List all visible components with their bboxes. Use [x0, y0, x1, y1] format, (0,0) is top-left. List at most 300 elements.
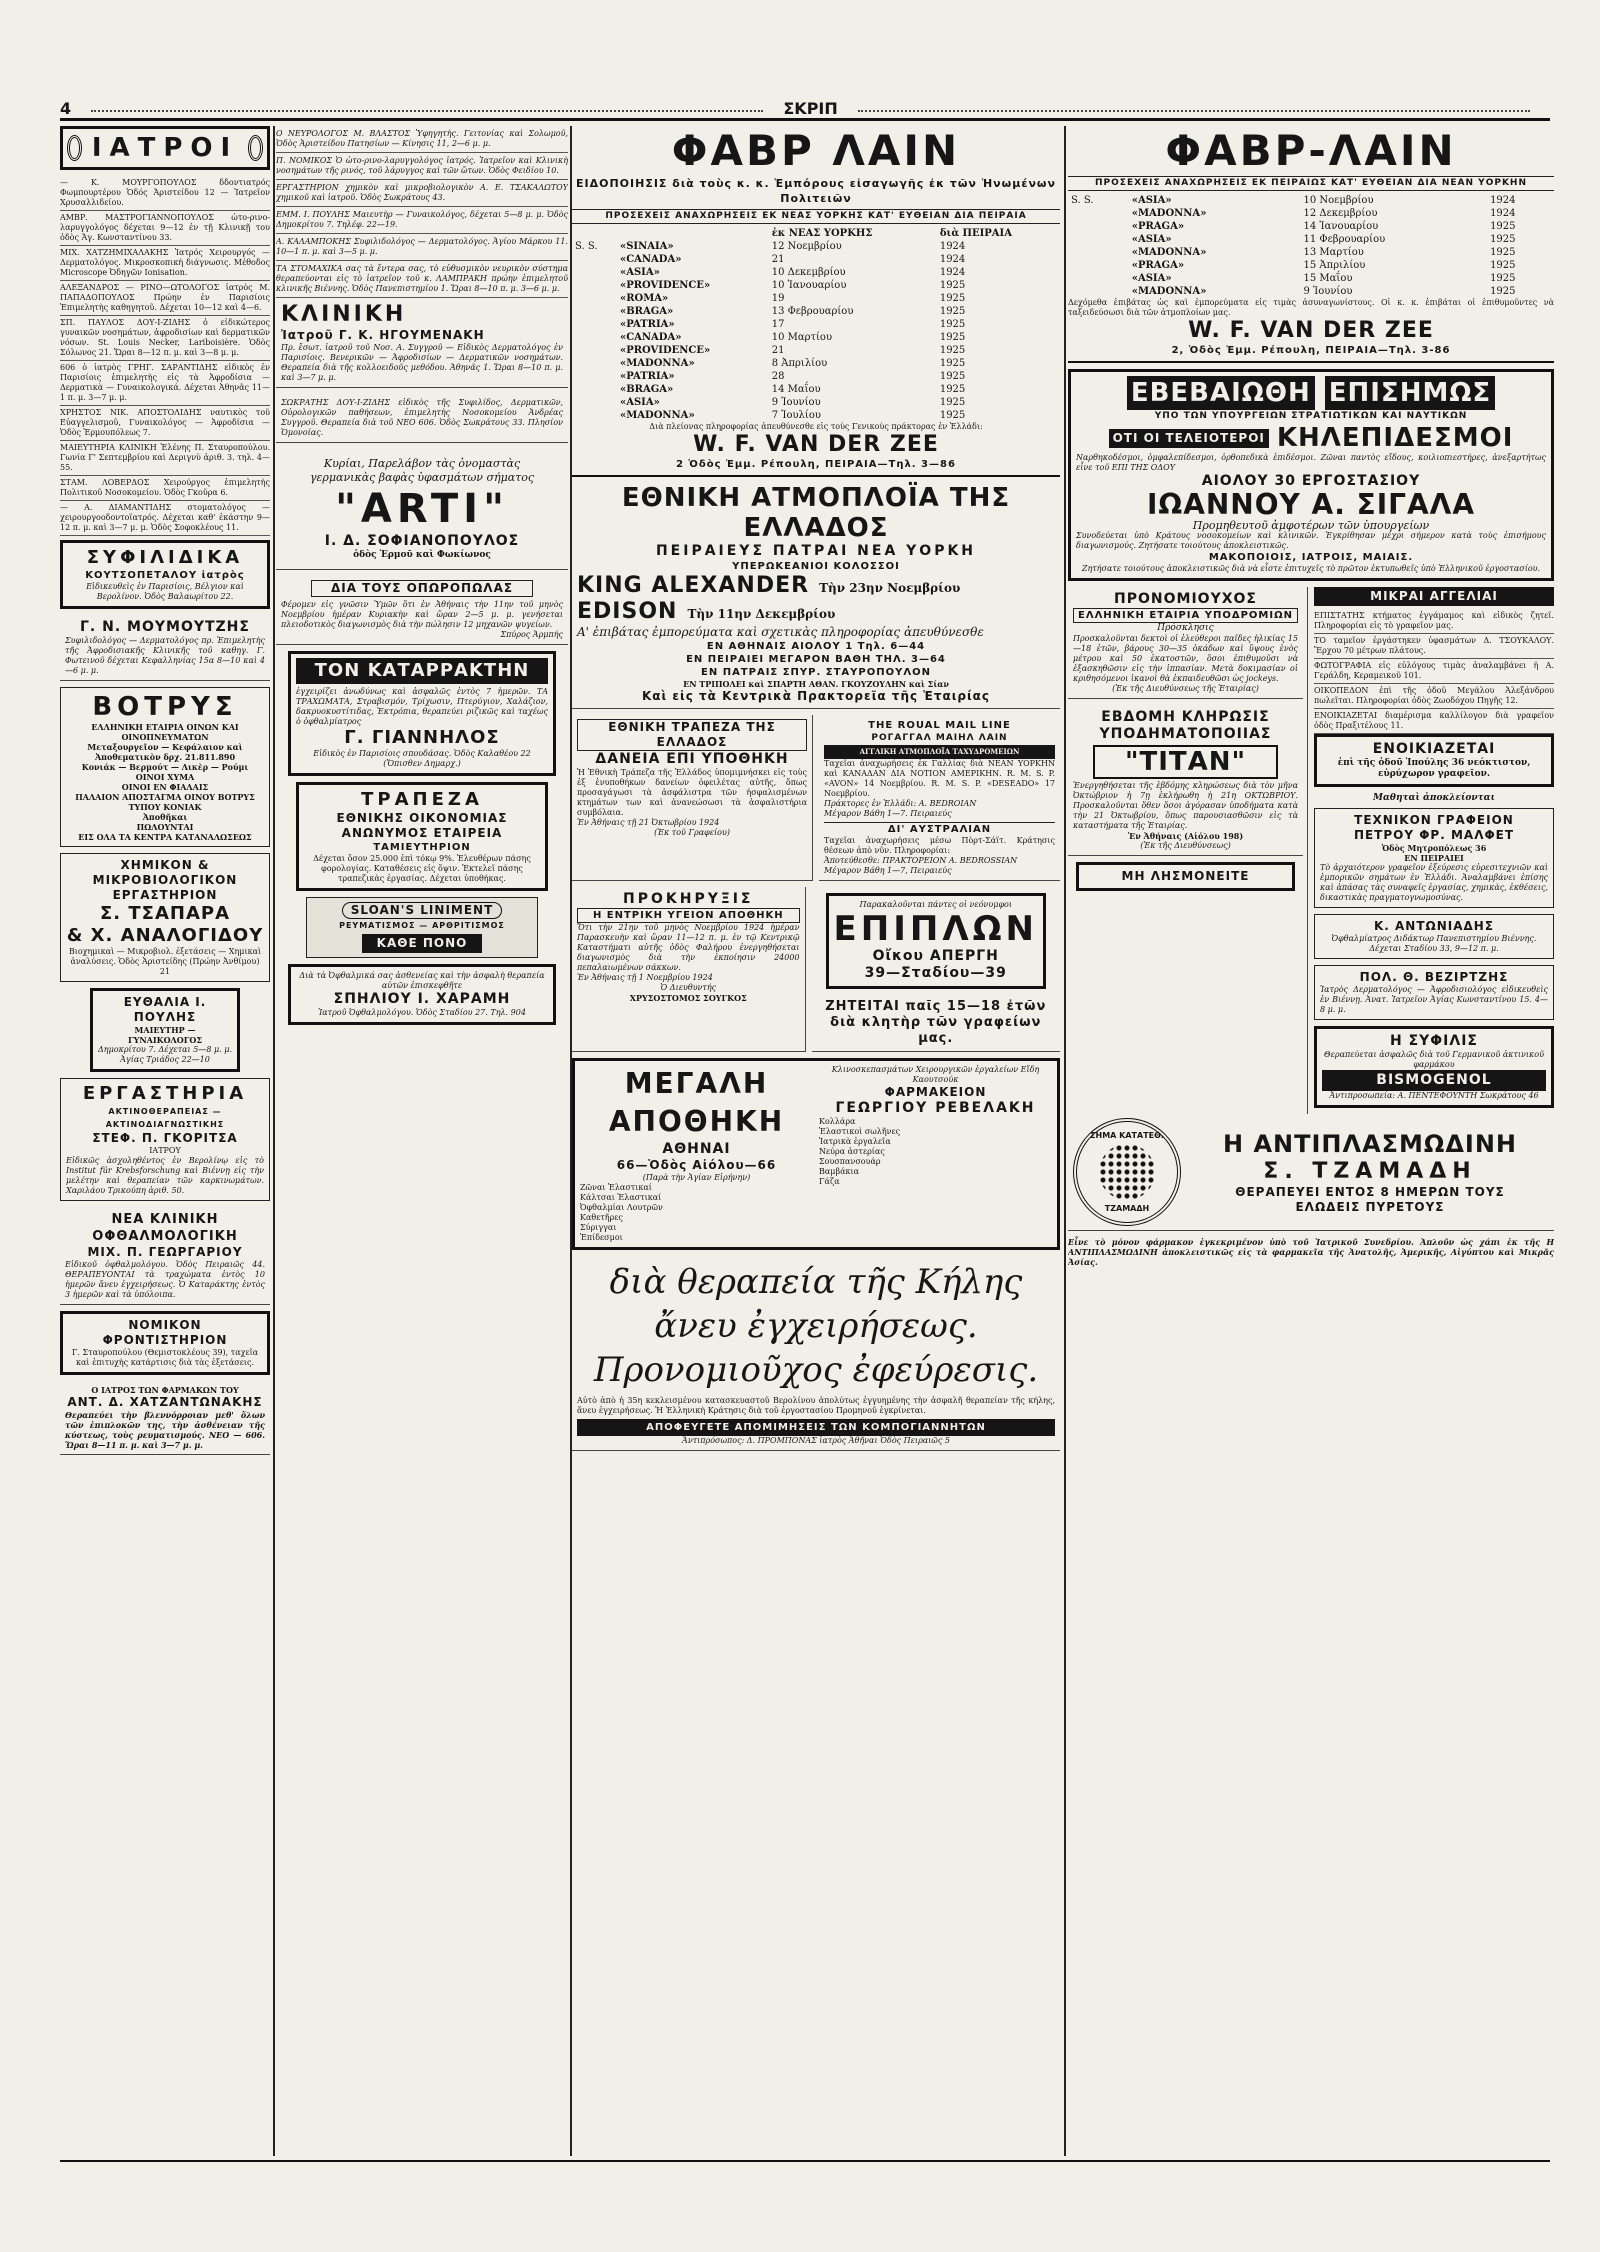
hernia-address: Ἀντιπρόσωπος: Δ. ΠΡΟΜΠΟΝΑΣ ἰατρὸς Ἀθῆναι Ὁδὸς Πειραιῶς 5 [682, 1436, 950, 1445]
optics-sub: Ἰατροῦ Ὀφθαλμολόγου. Ὁδὸς Σταδίου 27. Τηλ. 904 [318, 1008, 526, 1017]
fruit-sellers-title: ΔΙΑ ΤΟΥΣ ΟΠΩΡΟΠΩΛΑΣ [311, 580, 533, 597]
sailing-year: 1924 [1490, 208, 1516, 219]
fabre-info: Διὰ πλείονας πληροφορίας ἀπευθύνεσθε εἰς τοὺς Γενικοὺς πράκτορας ἐν Ἑλλάδι: [649, 422, 983, 431]
syph-text: Θεραπεύεται ἀσφαλῶς διὰ τοῦ Γερμανικοῦ ἀκτινικοῦ φαρμάκου [1324, 1050, 1544, 1069]
sigalas-footer-2: Ζητήσατε τοιούτους ἀποκλειστικῶς διὰ νὰ εἶστε ἐπιτυχεῖς τὸ πρῶτον ἐκτυπωθεῖς ὑπὸ Ἑλληνικοῦ ἐργοστασίου. [1081, 564, 1541, 573]
sailing-date: 28 [771, 371, 785, 382]
socrates-text: ΣΩΚΡΑΤΗΣ ΔΟΥ-Ι-ΖΙΔΗΣ εἰδικὸς τῆς Συφιλίδος, Δερματικῶν, Οὐρολογικῶν παθήσεων, ἐπιμελητὴς Νοσοκομείου Ἀνδρέας Συγγροῦ. Θεραπεία διὰ τοῦ NEO 606. Ὁδὸς Σωκράτους 33. Πλησίον Ὁμονοίας. [281, 398, 563, 437]
schedule-row [572, 240, 1060, 253]
proclamation-sub: Η ΕΝΤΡΙΚΗ ΥΓΕΙΟΝ ΑΠΟΘΗΚΗ [577, 908, 800, 923]
ship-prefix [572, 344, 617, 357]
proclamation-sign: ΧΡΥΣΟΣΤΟΜΟΣ ΣΟΥΓΚΟΣ [629, 993, 747, 1003]
hernia-text: Αὐτὸ ἀπὸ ἡ 35η κεκλεισμένου κατασκευαστοῦ Βερολίνου ἀπολύτως ἐγγυημένης τὴν ἀσφαλῆ θεραπείαν τῆς κήλης, ἄνευ ἐγχειρήσεως. Ἡ Ἑλληνικὴ Κράτησις διὰ τοῦ ἐργοστασίου Προμηνοῦ ἐγκρίνεται. [577, 1396, 1055, 1415]
ship-name: «ASIA» [1131, 273, 1172, 284]
votrys-line: ΟΙΝΟΙ ΧΥΜΑ [135, 772, 195, 782]
tech-office-sub: ΕΝ ΠΕΙΡΑΙΕΙ [1404, 853, 1464, 863]
doctor-notice: 606 ὁ ἰατρὸς ΓΡΗΓ. ΣΑΡΑΝΤΙΔΗΣ εἰδικὸς ἐν Παρισίοις ἐπιμελητὴς εἰς τὰ Ἀφροδίσια — Δερματικὰ — Γυναικολογικά. Δέχεται Ἀθηνᾶς 11—1 π. μ. 3—7 μ. μ. [60, 361, 270, 406]
shoe-label: ΕΒΔΟΜΗ ΚΛΗΡΩΣΙΣ [1101, 709, 1270, 725]
small-ad-item: ΕΝΟΙΚΙΑΖΕΤΑΙ διαμέρισμα καλλίλογον διὰ γραφεῖον ὁδὸς Πραξιτέλους 11. [1314, 709, 1554, 734]
xray-lab-role: ΙΑΤΡΟΥ [149, 1146, 181, 1155]
col2-notices [276, 126, 568, 298]
ship-prefix [572, 409, 617, 422]
sigalas-sub: ΥΠΟ ΤΩΝ ΥΠΟΥΡΓΕΙΩΝ ΣΤΡΑΤΙΩΤΙΚΩΝ ΚΑΙ ΝΑΥΤΙΚΩΝ [1154, 411, 1468, 421]
ship-prefix [572, 370, 617, 383]
shoe-title: ΥΠΟΔΗΜΑΤΟΠΟΙΙΑΣ [1099, 726, 1272, 742]
sigalas-header [1076, 376, 1546, 410]
ship-prefix [572, 266, 617, 279]
ship-name: «ASIA» [1131, 234, 1172, 245]
sailing-date: 14 Ἰανουαρίου [1303, 221, 1379, 232]
trusses-ad [1076, 862, 1295, 891]
royal-mail-ad [819, 715, 1060, 881]
schedule-row [572, 370, 1060, 383]
fruit-sellers-ad [276, 576, 568, 645]
page-bottom-rule [60, 2160, 1550, 2162]
wanted-ad [812, 995, 1060, 1052]
sailing-date: 12 Δεκεμβρίου [1303, 208, 1378, 219]
syph-brand: BISMOGENOL [1322, 1070, 1546, 1091]
national-line-ships-label: ΥΠΕΡΩΚΕΑΝΙΟΙ ΚΟΛΟΣΣΟΙ [732, 561, 900, 572]
votrys-ad [60, 687, 270, 847]
tech-office-address: Ὁδὸς Μητροπόλεως 36 [1381, 843, 1487, 853]
doctor-notice: ΧΡΗΣΤΟΣ ΝΙΚ. ΑΠΟΣΤΟΛΙΔΗΣ ναυτικὸς τοῦ Εὐαγγελισμοῦ, Γυναικολόγος — Ἀφροδίσια — Ὁδὸς Ἐρμουπόλεως 7. [60, 406, 270, 441]
eye-clinic-title: ΝΕΑ ΚΛΙΝΙΚΗ ΟΦΘΑΛΜΟΛΟΓΙΚΗ [92, 1212, 238, 1244]
sailing-year: 1924 [939, 267, 966, 278]
royal-mail-agent: Πράκτορες ἐν Ἑλλάδι: A. BEDROIAN [824, 799, 977, 808]
sailing-date: 10 Ἰανουαρίου [771, 280, 847, 291]
votrys-line: Ἀποθῆκαι [142, 812, 188, 822]
col2-notice: ΕΜΜ. Ι. ΠΟΥΛΗΣ Μαιευτὴρ — Γυναικολόγος, δέχεται 5—8 μ. μ. Ὁδὸς Δημοκρίτου 7. Τηλέφ. 22—19. [276, 207, 568, 234]
furniture-ad [826, 893, 1046, 989]
pharmacy-item: Κολλάρα [819, 1117, 856, 1126]
sigalas-claim [1076, 423, 1546, 453]
hernia-footer: ΑΠΟΦΕΥΓΕΤΕ ΑΠΟΜΙΜΗΣΕΙΣ ΤΩΝ ΚΟΜΠΟΓΙΑΝΝΗΤΩΝ [577, 1419, 1055, 1436]
clinic-ad [276, 298, 568, 388]
national-bank-date: Ἐν Ἀθήναις τῇ 21 Ὀκτωβρίου 1924 [577, 818, 720, 827]
sailing-date: 11 Φεβρουαρίου [1303, 234, 1386, 245]
ship-prefix [572, 357, 617, 370]
schedule-row [572, 279, 1060, 292]
column-4 [1068, 126, 1554, 1267]
col4-left-stack [1068, 587, 1308, 1114]
national-line-title: ΕΘΝΙΚΗ ΑΤΜΟΠΛΟΪΑ ΤΗΣ ΕΛΛΑΔΟΣ [621, 483, 1011, 543]
sailing-year: 1925 [939, 397, 966, 408]
xray-lab-subtitle: ΑΚΤΙΝΟΘΕΡΑΠΕΙΑΣ — ΑΚΤΙΝΟΔΙΑΓΝΩΣΤΙΚΗΣ [105, 1107, 225, 1129]
ship-prefix: S. S. [1071, 195, 1094, 206]
sailing-date: 12 Νοεμβρίου [771, 241, 842, 252]
sailing-date: 19 [771, 293, 785, 304]
votrys-line: ΕΙΣ ΟΛΑ ΤΑ ΚΕΝΤΡΑ ΚΑΤΑΝΑΛΩΣΕΩΣ [78, 832, 252, 842]
national-bank-title: ΕΘΝΙΚΗ ΤΡΑΠΕΖΑ ΤΗΣ ΕΛΛΑΔΟΣ [577, 719, 807, 751]
sailing-date: 8 Ἀπριλίου [771, 358, 828, 369]
schedule-row [572, 305, 1060, 318]
doctor-notice: ΣΤΑΜ. ΛΟΒΕΡΔΟΣ Χειρούργος ἐπιμελητὴς Πολιτικοῦ Νοσοκομείου. Ὁδὸς Γκοῦρα 6. [60, 476, 270, 501]
pharmacy-item: Ἰατρικὰ ἐργαλεῖα [819, 1137, 891, 1146]
royal-mail-title: THE ROUAL MAIL LINE [868, 720, 1011, 731]
royal-mail-sub: ΑΓΓΛΙΚΗ ΑΤΜΟΠΛΟΪΑ ΤΑΧΥΔΡΟΜΕΙΩΝ [824, 745, 1055, 759]
australia-text: Ταχεῖαι ἀναχωρήσεις μέσω Πὸρτ-Σάϊτ. Κράτησις θέσεων ἀπὸ νῦν. Πληροφορίαι: [824, 836, 1055, 855]
ship-prefix [572, 279, 617, 292]
ship-row-1 [577, 573, 1055, 599]
liniment-brand: SLOAN'S LINIMENT [342, 902, 502, 919]
furniture-top: Παρακαλοῦνται πάντες οἱ νεόνυμφοι [859, 900, 1012, 909]
column-3 [572, 126, 1060, 1457]
sailing-year: 1925 [939, 306, 966, 317]
hernia-ad [572, 1256, 1060, 1451]
small-ad-item: ΕΠΙΣΤΑΤΗΣ κτήματος ἐγγάμαμος καὶ εἰδικὸς ζητεῖ. Πληροφορίαι εἰς τὸ γραφεῖον μας. [1314, 609, 1554, 634]
schedule-row [572, 253, 1060, 266]
fabre-agent-2: W. F. VAN DER ZEE [1188, 318, 1434, 343]
ship-name: «PROVIDENCE» [619, 345, 711, 356]
ship-prefix [1068, 259, 1129, 272]
store-item: Ὀφθαλμίαι Λουτρῶν [580, 1203, 663, 1212]
votrys-line: Κονιάκ — Βερμούτ — Λικὲρ — Ρούμι [81, 762, 249, 772]
arti-address: ὁδὸς Ἑρμοῦ καὶ Φωκίωνος [353, 550, 491, 560]
antoniadis-name: Κ. ΑΝΤΩΝΙΑΔΗΣ [1373, 919, 1495, 933]
schedule-row [572, 292, 1060, 305]
schedule-row [1068, 220, 1554, 233]
masthead-rule [91, 110, 763, 112]
racing-text: Προσκαλοῦνται δεκτοὶ οἱ ἐλεύθεροι παῖδες ἡλικίας 15—18 ἐτῶν, βάρους 30—35 ὀκάδων καὶ ὕψους ἑνὸς μέτρου καὶ 50 ἑκατοστῶν, ὅσοι ἐπιθυμοῦσι νὰ ἐξασκηθῶσιν εἰς τὴν ἱππασίαν. Μετὰ δοκιμασίαν οἱ κριθησόμενοι ἱκανοὶ θὰ ἐκπαιδευθῶσι ὡς jockeys. [1073, 634, 1298, 683]
big-store-sub: Κλινοσκεπασμάτων Χειρουργικῶν ἐργαλείων Εἴδη Καουτσούκ [831, 1065, 1040, 1084]
australia-title: ΔΙ' ΑΥΣΤΡΑΛΙΑΝ [824, 822, 1055, 836]
sailing-date: 13 Μαρτίου [1303, 247, 1364, 258]
newspaper-name: ΣΚΡΙΠ [783, 99, 838, 118]
rent-text: ἐπὶ τῆς ὁδοῦ Ἰπούλης 36 νεόκτιστον, εὐρύχωρον γραφεῖον. [1337, 758, 1531, 779]
small-ads-title: ΜΙΚΡΑΙ ΑΓΓΕΛΙΑΙ [1314, 587, 1554, 606]
vezirtzis-ad [1314, 965, 1554, 1020]
col2-notice: Α. ΚΑΛΑΜΠΟΚΗΣ Συφιλιδολόγος — Δερματολόγος. Ἀγίου Μάρκου 11. 10—1 π. μ. καὶ 3—5 μ. μ. [276, 234, 568, 261]
store-item: Κάλτσαι Ἐλαστικαί [580, 1193, 662, 1202]
pharmacy-name: ΓΕΩΡΓΙΟΥ ΡΕΒΕΛΑΚΗ [835, 1100, 1036, 1116]
schedule-row [572, 266, 1060, 279]
ship-prefix [1068, 285, 1129, 298]
page-number: 4 [60, 99, 72, 118]
fabre-line-departures-2: ΠΡΟΣΕΧΕΙΣ ΑΝΑΧΩΡΗΣΕΙΣ ΕΚ ΠΕΙΡΑΙΩΣ ΚΑΤ' ΕΥΘΕΙΑΝ ΔΙΑ ΝΕΑΝ ΥΟΡΚΗΝ [1068, 176, 1554, 191]
shoe-address: Ἐν Ἀθήναις (Αἰόλου 198) [1127, 831, 1244, 841]
sailing-year: 1925 [939, 410, 966, 421]
masthead-rule [858, 110, 1530, 112]
ship-name: «PROVIDENCE» [619, 280, 711, 291]
schedule-header-row [572, 227, 1060, 240]
ship-name: «MADONNA» [1131, 208, 1207, 219]
schedule-body [572, 240, 1060, 422]
doctors-header: ΙΑΤΡΟΙ [91, 133, 239, 163]
ship-prefix [572, 383, 617, 396]
sailing-date: 21 [771, 345, 785, 356]
doctor-notices [60, 176, 270, 536]
antoniadis-ad [1314, 914, 1554, 959]
column-2 [276, 126, 568, 1031]
hernia-script-3: Προνομιοῦχος ἐφεύρεσις. [593, 1350, 1039, 1390]
law-school-title: ΝΟΜΙΚΟΝ ΦΡΟΝΤΙΣΤΗΡΙΟΝ [102, 1318, 228, 1347]
racing-label: Πρόσκλησις [1157, 623, 1214, 633]
bank-line-1: ΑΝΩΝΥΜΟΣ ΕΤΑΙΡΕΙΑ [341, 826, 503, 840]
votrys-line: ΠΩΛΟΥΝΤΑΙ [136, 822, 194, 832]
ship-name: «MADONNA» [619, 358, 695, 369]
tech-office-name: ΠΕΤΡΟΥ ΦΡ. ΜΑΛΦΕΤ [1353, 828, 1515, 842]
ship-name: «BRAGA» [619, 306, 674, 317]
ship-name: «PATRIA» [619, 319, 675, 330]
shoe-ad [1068, 705, 1303, 856]
cataract-ad [288, 651, 556, 776]
store-item: Ζῶναι Ἐλαστικαί [580, 1183, 652, 1192]
australia-agent: Ἀποτεύθεσθε: ΠΡΑΚΤΟΡΕΙΟΝ Α. BEDROSSIAN [824, 856, 1018, 865]
sailing-year: 1925 [1490, 221, 1516, 232]
optics-ad [288, 964, 556, 1025]
schedule-body-2 [1068, 194, 1554, 298]
ship-prefix [1068, 272, 1129, 285]
vezirtzis-text: Ἰατρὸς Δερματολόγος — Ἀφροδισιολόγος εἰδικευθεὶς ἐν Βιέννῃ. Ἀνατ. Ἰατρεῖον Ἀγίας Κωνσταντίνου 15. 4—8 μ. μ. [1320, 985, 1548, 1014]
antoniadis-text: Ὀφθαλμίατρος Διδάκτωρ Πανεπιστημίου Βιέννης. Δέχεται Σταδίου 33, 9—12 π. μ. [1331, 934, 1537, 953]
col4-right-stack [1314, 587, 1554, 1114]
sailing-date: 9 Ἰουνίου [771, 397, 821, 408]
national-bank-subtitle: ΔΑΝΕΙΑ ΕΠΙ ΥΠΟΘΗΚΗ [595, 751, 789, 767]
syphilis-title: ΣΥΦΙΛΙΔΙΚΑ [86, 547, 244, 568]
schedule-row [572, 357, 1060, 370]
proclamation-text: Ὅτι τὴν 21ην τοῦ μηνὸς Νοεμβρίου 1924 ἡμέραν Παρασκευὴν καὶ ὥραν 11—12 π. μ. ἐν τῷ Κεντρικῷ Καταστήματι αὐτῆς ὁδὸς Φαλήρου ἐνεργηθήσεται διαγωνισμὸς διὰ τὴν ἐκποίησιν 24000 πεπαλαιωμένων σάκκων. [577, 923, 800, 972]
liniment-bottom: ΚΑΘΕ ΠΟΝΟ [362, 934, 482, 953]
sailing-year: 1925 [939, 384, 966, 395]
furniture-title: ΕΠΙΠΛΩΝ [833, 909, 1038, 949]
shoe-brand: "ΤΙΤΑΝ" [1093, 745, 1278, 779]
big-store-address: 66—Ὁδὸς Αἰόλου—66 [616, 1158, 777, 1172]
big-store-right [819, 1065, 1052, 1243]
sigalas-address: ΑΙΟΛΟΥ 30 ΕΡΓΟΣΤΑΣΙΟΥ [1201, 473, 1421, 489]
sailing-year: 1925 [939, 293, 966, 304]
rent-title: ΕΝΟΙΚΙΑΖΕΤΑΙ [1372, 741, 1496, 757]
hernia-script-1: διὰ θεραπεία τῆς Κήλης [609, 1262, 1023, 1302]
col2-notice: Ο ΝΕΥΡΟΛΟΓΟΣ Μ. ΒΛΑΣΤΟΣ Ὑφηγητὴς. Γειτονίας καὶ Σολωμοῦ, Ὁδὸς Ἀριστείδου Πατησίων — Κίνησις 11, 2—6 μ. μ. [276, 126, 568, 153]
fruit-sellers-sign: Σπύρος Ἀρμπής [500, 630, 563, 639]
sailing-date: 15 Ἀπριλίου [1303, 260, 1366, 271]
pharmacy-item: Γάζα [819, 1177, 840, 1186]
stamp-bottom-text: ΤΖΑΜΑΔΗ [1104, 1204, 1150, 1213]
sigalas-title-1: ΕΒΕΒΑΙΩΘΗ [1127, 376, 1315, 410]
small-ad-item: ΟΙΚΟΠΕΔΟΝ ἐπὶ τῆς ὁδοῦ Μεγάλου Ἀλεξάνδρου πωλεῖται. Πληροφορίαι ὁδὸς Ζωοδόχου Πηγῆς 12. [1314, 684, 1554, 709]
col4-two-up-1 [1068, 587, 1554, 1114]
antiplasmodin-text: Εἶνε τὸ μόνον φάρμακον ἐγκεκριμένον ὑπὸ τοῦ Ἰατρικοῦ Συνεδρίου. Ἀπλοῦν ὡς χάπι ἐκ τῆς Η ΑΝΤΙΠΛΑΣΜΩΔΙΝΗ ἀποκλειστικῶς εἰς τὰ φαρμακεῖα τῆς Ἀνατολῆς, Ἀμερικῆς, Αἰγύπτου καὶ Μικρᾶς Ἀσίας. [1068, 1237, 1554, 1267]
pharma-doctor-ad [60, 1381, 270, 1455]
national-line-route: ΠΕΙΡΑΙΕΥΣ ΠΑΤΡΑΙ ΝΕΑ ΥΟΡΚΗ [655, 543, 977, 559]
column-1 [60, 126, 270, 1461]
sailing-year: 1924 [939, 254, 966, 265]
votrys-line: Μεταξουργεῖον — Κεφάλαιον καὶ Ἀποθεματικὸν δρχ. 21.811.890 [87, 742, 243, 762]
bank-text: Δέχεται ὅσον 25.000 ἐπὶ τόκῳ 9%. Ἐλευθέρων πάσης φορολογίας. Καταθέσεις εἰς ὄψιν. Ἐκτελεῖ πάσης τραπεζικὰς ἐργασίας. Δέχεται ὑποθήκας. [313, 854, 531, 883]
racing-sign: (Ἐκ τῆς Διευθύνσεως τῆς Ἑταιρίας) [1112, 684, 1259, 693]
sailing-date: 10 Δεκεμβρίου [771, 267, 846, 278]
fabre-info-2: Δεχόμεθα ἐπιβάτας ὡς καὶ ἐμπορεύματα εἰς τιμὰς ἀσυναγωνίστους. Οἱ κ. κ. ἐπιβάται οἱ ἐπιθυμοῦντες νὰ ταξειδεύσωσι διὰ τῶν ἀτμοπλοίων μας. [1068, 298, 1554, 317]
arti-brand: "ARTI" [335, 486, 509, 532]
ship-name: «ROMA» [619, 293, 669, 304]
sailing-year: 1924 [1490, 195, 1516, 206]
fabre-agent: W. F. VAN DER ZEE [693, 432, 939, 457]
big-store-ad [572, 1058, 1060, 1250]
midwife-title: ΜΑΙΕΥΤΗΡ — ΓΥΝΑΙΚΟΛΟΓΟΣ [127, 1025, 203, 1045]
rent-label: Μαθηταὶ ἀποκλείονται [1373, 793, 1495, 803]
ship-name: «MADONNA» [1131, 247, 1207, 258]
midwife-text: Δημοκρίτου 7. Δέχεται 5—8 μ. μ. Ἀγίας Τριάδος 22—10 [98, 1045, 232, 1064]
schedule-row [572, 344, 1060, 357]
schedule-row [1068, 194, 1554, 207]
sailing-date: 17 [771, 319, 785, 330]
ship-prefix [1068, 207, 1129, 220]
proclamation-title: ΠΡΟΚΗΡΥΞΙΣ [623, 891, 754, 907]
schedule-row [1068, 207, 1554, 220]
furniture-sub: Οἴκου ΑΠΕΡΓΗ [872, 948, 999, 964]
votrys-line: ΠΑΛΑΙΟΝ ΑΠΟΣΤΑΓΜΑ ΟΙΝΟΥ ΒΟΤΡΥΣ [75, 792, 255, 802]
racing-title: ΠΡΟΝΟΜΙΟΥΧΟΣ [1114, 591, 1257, 607]
seal-icon [248, 135, 263, 161]
syph-footer: Ἀντιπροσωπεία: Α. ΠΕΝΤΕΦΟΥΝΤΗ Σωκράτους 46 [1329, 1091, 1539, 1100]
law-school-ad [60, 1311, 270, 1375]
ship-name: «PRAGA» [1131, 221, 1185, 232]
proclamation-date: Ἐν Ἀθήναις τῇ 1 Νοεμβρίου 1924 [577, 973, 713, 982]
law-school-text: Γ. Σταυροπούλου (Θεμιστοκλέους 39), ταχεῖα καὶ ἐπιτυχὴς κατάρτισις διὰ τὰς ἐξετάσεις. [71, 1348, 259, 1367]
eye-clinic-name: ΜΙΧ. Π. ΓΕΩΡΓΑΡΙΟΥ [87, 1245, 243, 1259]
ship-prefix [1068, 233, 1129, 246]
xray-lab-name: ΣΤΕΦ. Π. ΓΚΟΡΙΤΣΑ [92, 1131, 238, 1145]
proclamation-sign-role: Ὁ Διευθυντής [660, 983, 717, 992]
stamp-content [1090, 1129, 1164, 1215]
ship-name-1: KING ALEXANDER [577, 573, 810, 598]
col2-notice: ΤΑ ΣΤΟΜΑΧΙΚΑ σας τὰ ἔντερα σας, τὸ εὐθυσμικὸν νευρικὸν σύστημα θεραπεύονται εἰς τὸ ἰατρεῖον τοῦ κ. ΛΑΜΠΡΑΚΗ πρώην ἐπιμελητοῦ κλινικῆς Βιέννης. Ὁδὸς Πανεπιστημίου 1. Ὥραι 8—10 π. μ. 3—6 μ. μ. [276, 261, 568, 298]
national-bank-text: Ἡ Ἐθνικὴ Τράπεζα τῆς Ἑλλάδος ὑπομιμνήσκει εἰς τοὺς ἐξ ἐνυποθήκων δανείων ὀφειλέτας αὐτῆς, ὅπως προσαγάγωσι τὰ ἀσφάλιστρα τῶν ἠσφαλισμένων κτημάτων των καὶ ἀνανεώσωσι τὰ ἀσφαλιστήρια συμβόλαια. [577, 768, 807, 817]
antiplasmodin-name: Σ. ΤΖΑΜΑΔΗ [1263, 1159, 1477, 1184]
tech-office-ad [1314, 808, 1554, 908]
fabre-line-notice: ΕΙΔΟΠΟΙΗΣΙΣ διὰ τοὺς κ. κ. Ἐμπόρους εἰσαγωγῆς ἐκ τῶν Ἡνωμένων Πολιτειῶν [576, 177, 1056, 205]
col3-two-up-2 [572, 887, 1060, 1058]
ship-prefix [572, 253, 617, 266]
pharmacy-item: Βαμβάκια [819, 1167, 860, 1176]
small-ad-item: ΦΩΤΟΓΡΑΦΙΑ εἰς εὐλόγους τιμὰς ἀναλαμβάνει ἡ Α. Γεράλδη, Κεραμεικοῦ 101. [1314, 659, 1554, 684]
optics-name: ΣΠΗΛΙΟΥ Ι. ΧΑΡΑΜΗ [333, 991, 511, 1007]
col2-notice: ΕΡΓΑΣΤΗΡΙΟΝ χημικὸν καὶ μικροβιολογικὸν Α. Ε. ΤΣΑΚΑΛΩΤΟΥ χημικοῦ καὶ ἰατροῦ. Ὁδὸς Σωκράτους 43. [276, 180, 568, 207]
sigalas-text-2: Συνοδεύεται ὑπὸ Κράτους νοσοκομείων καὶ κλινικῶν. Ἐγκρίθησαν μέχρι σήμερον κατὰ τοὺς ἐπισήμους διαγωνισμούς. Ζητήσατε τοιούτους ἀποκλειστικῶς. [1076, 531, 1546, 550]
big-store-city: ΑΘΗΝΑΙ [662, 1141, 731, 1157]
sailing-year: 1925 [1490, 247, 1516, 258]
antiplasmodin-sub-1: ΘΕΡΑΠΕΥΕΙ ΕΝΤΟΣ 8 ΗΜΕΡΩΝ ΤΟΥΣ [1235, 1185, 1505, 1199]
votrys-title: ΒΟΤΡΥΣ [92, 692, 238, 722]
wanted-text: ΖΗΤΕΙΤΑΙ παῖς 15—18 ἐτῶν διὰ κλητὴρ τῶν γραφείων μας. [825, 999, 1047, 1046]
chem-lab-text: Βιοχημικαὶ — Μικροβιολ. ἐξετάσεις — Χημικαὶ ἀναλύσεις. Ὁδὸς Ἀριστείδης (Πρώην Ἀνθίμου) 21 [68, 947, 262, 976]
sigalas-provider: Προμηθευτοῦ ἀμφοτέρων τῶν ὑπουργείων [1192, 519, 1430, 532]
sailing-year: 1925 [939, 280, 966, 291]
national-line-address-1: ΕΝ ΑΘΗΝΑΙΣ ΑΙΟΛΟΥ 1 Τηλ. 6—44 [706, 641, 926, 652]
column-rule [273, 126, 275, 2156]
ship-date-2: Τὴν 11ην Δεκεμβρίου [687, 607, 836, 621]
antiplasmodin-title: Η ΑΝΤΙΠΛΑΣΜΩΔΙΝΗ [1223, 1130, 1517, 1158]
votrys-line: ΤΥΠΟΥ ΚΟΝΙΑΚ [128, 802, 202, 812]
pharmacy-items [819, 1117, 1052, 1187]
arti-intro: Κυρίαι, Παρελάβον τὰς ὀνομαστὰς γερμανικὰς βαφὰς ὑφασμάτων σήματος [309, 457, 535, 484]
schedule-row [1068, 285, 1554, 298]
fabre-line-title: ΦΑΒΡ ΛΑΙΝ [671, 126, 961, 175]
doctor-notice: — Α. ΔΙΑΜΑΝΤΙΔΗΣ στοματολόγος — χειρουργοοδοντοϊατρός. Δέχεται καθ' ἑκάστην 9—12 π. μ. καὶ 3—7 μ. μ. Ὁδὸς Σοφοκλέους 11. [60, 501, 270, 536]
ship-name: «ASIA» [1131, 195, 1172, 206]
cataract-footer: Εἰδικὸς ἐν Παρισίοις σπουδάσας. Ὁδὸς Καλαθέου 22 (Ὅπισθεν Δημαρχ.) [313, 749, 531, 768]
ship-prefix [572, 305, 617, 318]
small-ad-item: ΤΟ ταμεῖον ἐργάστηκεν ὑφασμάτων Δ. ΤΣΟΥΚΑΛΟΥ. Ἔρχου 70 μέτρων πλάτους. [1314, 634, 1554, 659]
clinic-text: Πρ. ἔσωτ. ἰατροῦ τοῦ Νοσ. Α. Συγγροῦ — Εἰδικὸς Δερματολόγος ἐν Παρισίοις. Βενερικῶν — Ἀφροδισίων — Δερματικῶν νοσημάτων. Θεραπεία διὰ τῆς κολλοειδοῦς μεθόδου. Ἀθηνᾶς 1. Ὥραι 8—10 π. μ. καὶ 3—7 μ. μ. [281, 343, 563, 382]
antiplasmodin-ad [1068, 1114, 1554, 1231]
col2-notice: Π. ΝΟΜΙΚΟΣ Ὁ ὠτο-ρινο-λαρυγγολόγος ἰατρός. Ἰατρεῖον καὶ Κλινικὴ νοσημάτων τῆς ρινός, τοῦ λάρυγγος καὶ τῶν ὤτων. Ὁδὸς Φειδίου 10. [276, 153, 568, 180]
national-line-address-4: ΕΝ ΤΡΙΠΟΛΕΙ καὶ ΣΠΑΡΤΗ ΑΘΑΝ. ΓΚΟΥΖΟΥΛΗΝ καὶ Σίαν [683, 679, 949, 689]
col3-two-up-1 [572, 715, 1060, 887]
australia-address: Μέγαρον Βάθη 1—7, Πειραιεύς [824, 866, 952, 875]
socrates-ad [276, 394, 568, 443]
ship-name: «SINAIA» [619, 241, 674, 252]
sigalas-ad [1068, 369, 1554, 581]
ship-prefix [1068, 220, 1129, 233]
schedule-row [572, 409, 1060, 422]
trusses-title: ΜΗ ΛΗΣΜΟΝΕΙΤΕ [1121, 869, 1250, 883]
sigalas-text: Ναρθηκοδέσμοι, ὀμφαλεπίδεσμοι, ὀρθοπεδικὰ ἐπιδέσμοι. Ζῶναι παντὸς εἴδους, κοιλιοπιεστήρες, ἀνεξαρτήτως εἶνε τοῦ ΕΠΙ ΤΗΣ ΟΔΟΥ [1076, 453, 1546, 472]
chem-lab-name-1: Σ. ΤΣΑΠΑΡΑ [99, 903, 231, 924]
royal-mail-text: Ταχεῖαι ἀναχωρήσεις ἐκ Γαλλίας διὰ ΝΕΑΝ ΥΟΡΚΗΝ καὶ ΚΑΝΑΔΑΝ ΔΙΑ ΝΟΤΙΟΝ ΑΜΕΡΙΚΗΝ. R. M. S. P. «AVON» 14 Νοεμβρίου. R. M. S. P. «DESEADO» 17 Νοεμβρίου. [824, 759, 1055, 798]
racing-ad [1068, 587, 1303, 699]
ship-date-1: Τὴν 23ην Νοεμβρίου [819, 581, 961, 595]
store-item: Ἐπίδεσμοι [580, 1233, 623, 1242]
arti-ad [276, 449, 568, 570]
antiplasmodin-stamp [1073, 1118, 1181, 1226]
ship-name: «CANADA» [619, 332, 682, 343]
royal-mail-agent-address: Μέγαρον Βάθη 1—7. Πειραιεύς [824, 809, 952, 818]
national-line-address-2: ΕΝ ΠΕΙΡΑΙΕΙ ΜΕΓΑΡΟΝ ΒΑΘΗ ΤΗΛ. 3—64 [686, 654, 946, 665]
ship-prefix [572, 318, 617, 331]
arti-company: Ι. Δ. ΣΟΦΙΑΝΟΠΟΥΛΟΣ [324, 533, 520, 549]
national-bank-ad [572, 715, 813, 881]
doctor-notice: ΜΙΧ. ΧΑΤΖΗΜΙΧΑΛΑΚΗΣ Ἰατρός Χειρουργός — Δερματολόγος. Μικροσκοπικὴ διάγνωσις. Μέθοδος Microscope Ὀδηγῶν Ionisation. [60, 246, 270, 281]
mumutzis-text: Συφιλιδολόγος — Δερματολόγος πρ. Ἐπιμελητὴς τῆς Ἀφροδισιακῆς Κλινικῆς τοῦ καθηγ. Γ. Φωτεινοῦ δέχεται Κεφαλληνίας 15α 8—10 καὶ 4—6 μ. μ. [65, 636, 265, 675]
syphilis-bismo-ad [1314, 1026, 1554, 1108]
fruit-sellers-text: Φέρομεν εἰς γνῶσιν Ὑμῶν ὅτι ἐν Ἀθήναις τὴν 11ην τοῦ μηνὸς Νοεμβρίου ἡμέραν Κυριακὴν καὶ ὥραν 2—5 μ. μ. γενήσεται πλειοδοτικὸς διαγωνισμὸς διὰ τὴν πώλησιν 12 μηχανῶν ψυγείων. [281, 600, 563, 629]
sailing-date: 15 Μαΐου [1303, 273, 1353, 284]
seal-icon [67, 135, 82, 161]
bank-ad [296, 782, 548, 891]
sailing-year: 1925 [939, 358, 966, 369]
midwife-name: ΕΥΘΑΛΙΑ Ι. ΠΟΥΛΗΣ [123, 995, 207, 1024]
eye-clinic-ad [60, 1207, 270, 1305]
sigalas-footer: ΜΑΚΟΠΟΙΟΙΣ, ΙΑΤΡΟΙΣ, ΜΑΙΑΙΣ. [1208, 552, 1414, 563]
sailing-year: 1925 [939, 371, 966, 382]
proclamation-ad [572, 887, 806, 1052]
chem-lab-title: ΧΗΜΙΚΟΝ & ΜΙΚΡΟΒΙΟΛΟΓΙΚΟΝ ΕΡΓΑΣΤΗΡΙΟΝ [92, 858, 238, 902]
ship-prefix [572, 292, 617, 305]
schedule-row [1068, 259, 1554, 272]
doctors-banner [60, 126, 270, 170]
pharma-doctor-title: Ο ΙΑΤΡΟΣ ΤΩΝ ΦΑΡΜΑΚΩΝ ΤΟΥ [91, 1385, 239, 1395]
big-store-note: (Παρὰ τὴν Ἀγίαν Εἰρήνην) [642, 1173, 751, 1182]
schedule-from-header: ἐκ ΝΕΑΣ ΥΟΡΚΗΣ [771, 228, 873, 239]
stamp-top-text: ΣΗΜΑ ΚΑΤΑΤΕΘ. [1090, 1131, 1164, 1140]
syph-title: Η ΣΥΦΙΛΙΣ [1389, 1033, 1478, 1049]
ship-prefix [1068, 246, 1129, 259]
schedule-row [1068, 272, 1554, 285]
sigalas-claim-1: ΟΤΙ ΟΙ ΤΕΛΕΙΟΤΕΡΟΙ [1109, 429, 1269, 448]
bank-subtitle: ΕΘΝΙΚΗΣ ΟΙΚΟΝΟΜΙΑΣ [336, 811, 508, 825]
vezirtzis-name: ΠΟΛ. Θ. ΒΕΖΙΡΤΖΗΣ [1359, 970, 1509, 984]
tech-office-text: Τὸ ἀρχαιότερον γραφεῖον ἐξεύρεσις εὑρεσιτεχνιῶν καὶ ἐμπορικῶν σημάτων ἐν Ἑλλάδι. Ἀναλαμβάνει ἐπίσης καὶ ἀπάσας τὰς συναφεῖς ἐργασίας, χημικὰς, ἐκθέσεις, δικαστικὰς πραγματογνωμοσύνας. [1320, 863, 1548, 902]
national-bank-sign: (Ἐκ τοῦ Γραφείου) [654, 828, 730, 837]
votrys-lines [66, 722, 264, 842]
sailing-date: 14 Μαΐου [771, 384, 821, 395]
sailing-year: 1925 [939, 345, 966, 356]
royal-mail-greek: ΡΟΓΑΓΓΑΛ ΜΑΙΗΛ ΛΑΙΝ [871, 733, 1008, 743]
xray-lab-ad [60, 1078, 270, 1201]
rent-ad [1314, 734, 1554, 787]
masthead [60, 96, 1550, 121]
